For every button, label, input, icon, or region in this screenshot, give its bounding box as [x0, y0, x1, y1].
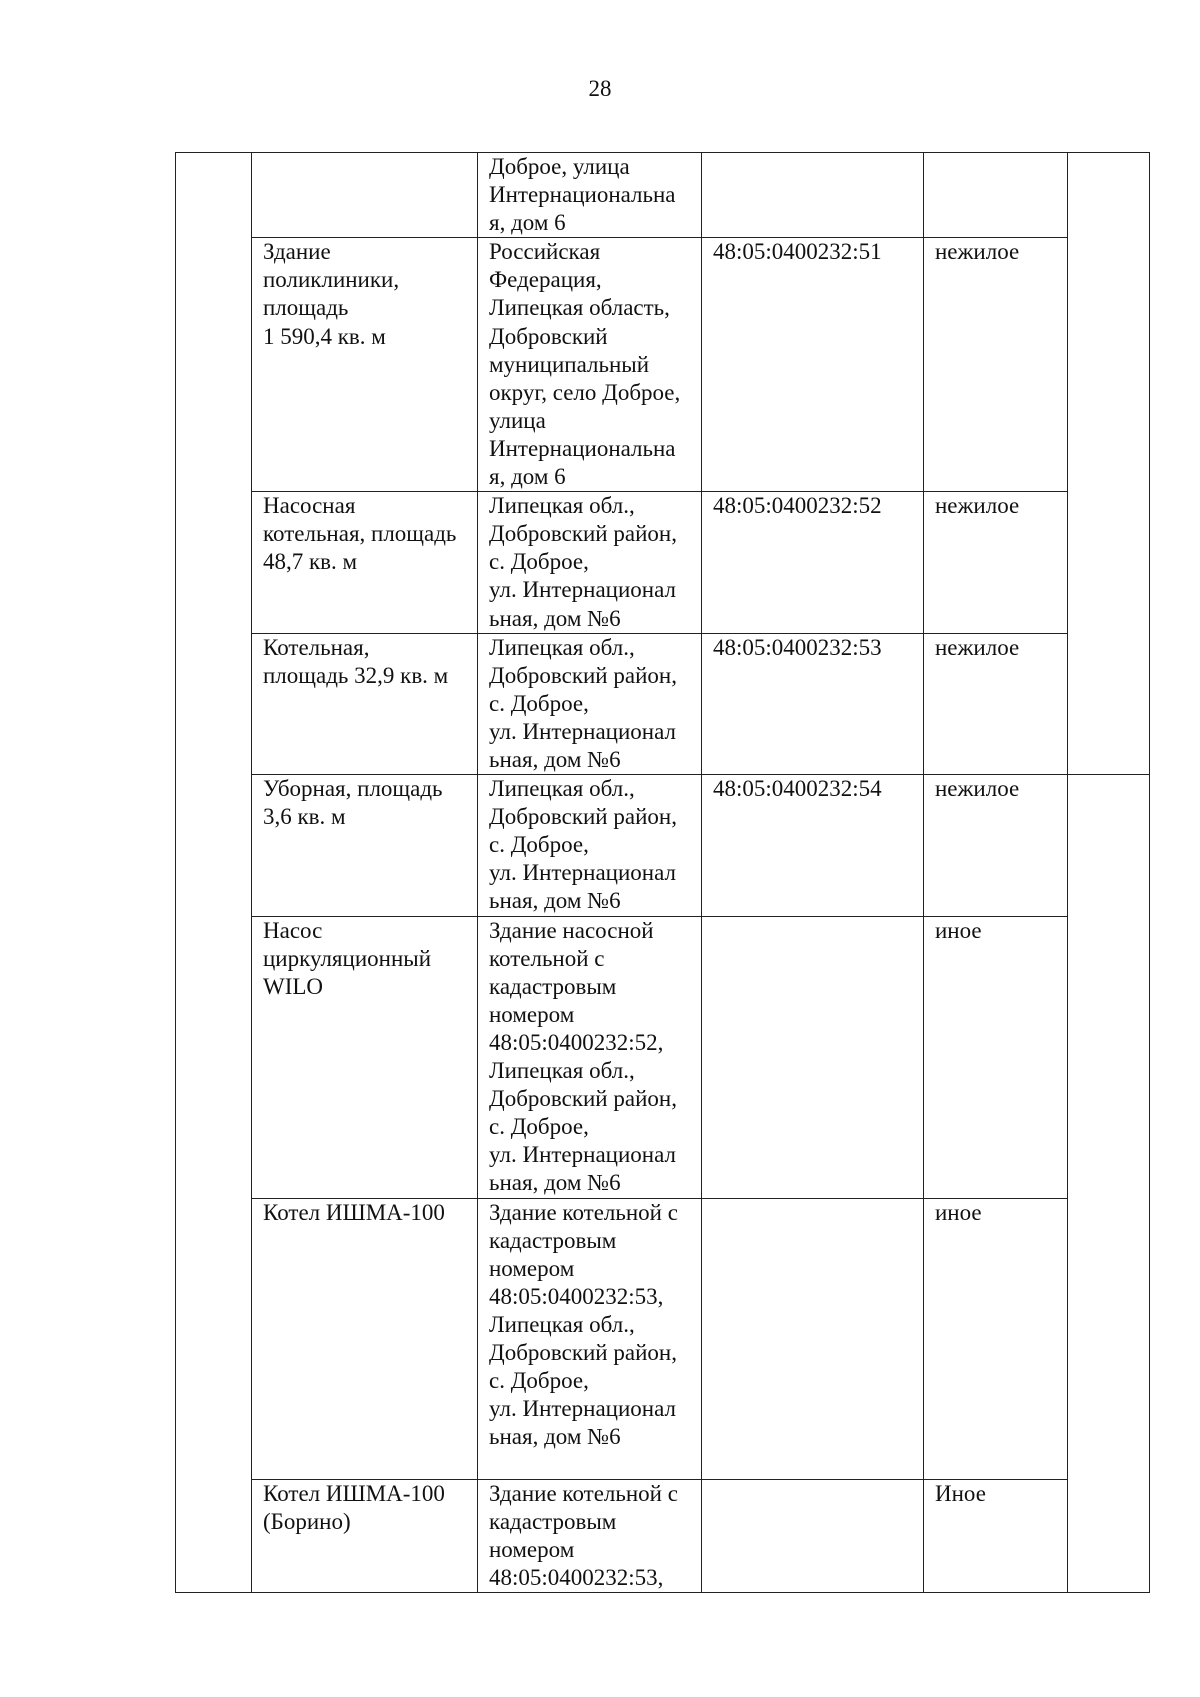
object-type-cell: иное	[924, 916, 1068, 1198]
cadastral-number-cell	[702, 153, 924, 238]
object-name-cell: Насос циркуляционный WILO	[252, 916, 478, 1198]
table-row	[176, 153, 1150, 238]
cadastral-number-cell: 48:05:0400232:54	[702, 775, 924, 916]
table-row	[176, 492, 1150, 633]
table-row	[176, 633, 1150, 774]
object-name-cell	[252, 153, 478, 238]
object-type-cell: нежилое	[924, 775, 1068, 916]
cadastral-number-cell	[702, 916, 924, 1198]
cadastral-number-cell: 48:05:0400232:52	[702, 492, 924, 633]
address-cell: Липецкая обл., Добровский район, с. Доброе, ул. Интернационал ьная, дом №6	[478, 492, 702, 633]
cadastral-number-cell: 48:05:0400232:53	[702, 633, 924, 774]
address-cell: Липецкая обл., Добровский район, с. Доброе, ул. Интернационал ьная, дом №6	[478, 633, 702, 774]
page-number: 28	[588, 76, 612, 101]
address-cell: Российская Федерация, Липецкая область, Добровский муниципальный округ, село Доброе, улица Интернациональна я, дом 6	[478, 238, 702, 492]
extra-cell	[1068, 775, 1150, 1593]
cadastral-number-cell	[702, 1198, 924, 1479]
object-type-cell: иное	[924, 1198, 1068, 1479]
table-row	[176, 916, 1150, 1198]
address-cell: Здание котельной с кадастровым номером 48:05:0400232:53,	[478, 1479, 702, 1592]
cadastral-number-cell: 48:05:0400232:51	[702, 238, 924, 492]
table-row	[176, 775, 1150, 916]
object-name-cell: Котел ИШМА-100	[252, 1198, 478, 1479]
object-type-cell: нежилое	[924, 633, 1068, 774]
object-type-cell: нежилое	[924, 238, 1068, 492]
object-type-cell: нежилое	[924, 492, 1068, 633]
object-name-cell: Насосная котельная, площадь 48,7 кв. м	[252, 492, 478, 633]
row-index-cell	[176, 153, 252, 1593]
address-cell: Здание насосной котельной с кадастровым номером 48:05:0400232:52, Липецкая обл., Добровский район, с. Доброе, ул. Интернационал ьная, дом №6	[478, 916, 702, 1198]
address-cell: Здание котельной с кадастровым номером 48:05:0400232:53, Липецкая обл., Добровский район, с. Доброе, ул. Интернационал ьная, дом №6	[478, 1198, 702, 1479]
object-name-cell: Котел ИШМА-100 (Борино)	[252, 1479, 478, 1592]
table-row	[176, 238, 1150, 492]
table-row	[176, 1479, 1150, 1592]
object-type-cell: Иное	[924, 1479, 1068, 1592]
object-name-cell: Здание поликлиники, площадь 1 590,4 кв. м	[252, 238, 478, 492]
extra-cell	[1068, 153, 1150, 775]
address-cell: Липецкая обл., Добровский район, с. Доброе, ул. Интернационал ьная, дом №6	[478, 775, 702, 916]
cadastral-number-cell	[702, 1479, 924, 1592]
property-table	[175, 152, 1150, 1593]
object-name-cell: Котельная, площадь 32,9 кв. м	[252, 633, 478, 774]
table-row	[176, 1198, 1150, 1479]
address-cell: Доброе, улица Интернациональна я, дом 6	[478, 153, 702, 238]
object-name-cell: Уборная, площадь 3,6 кв. м	[252, 775, 478, 916]
object-type-cell	[924, 153, 1068, 238]
